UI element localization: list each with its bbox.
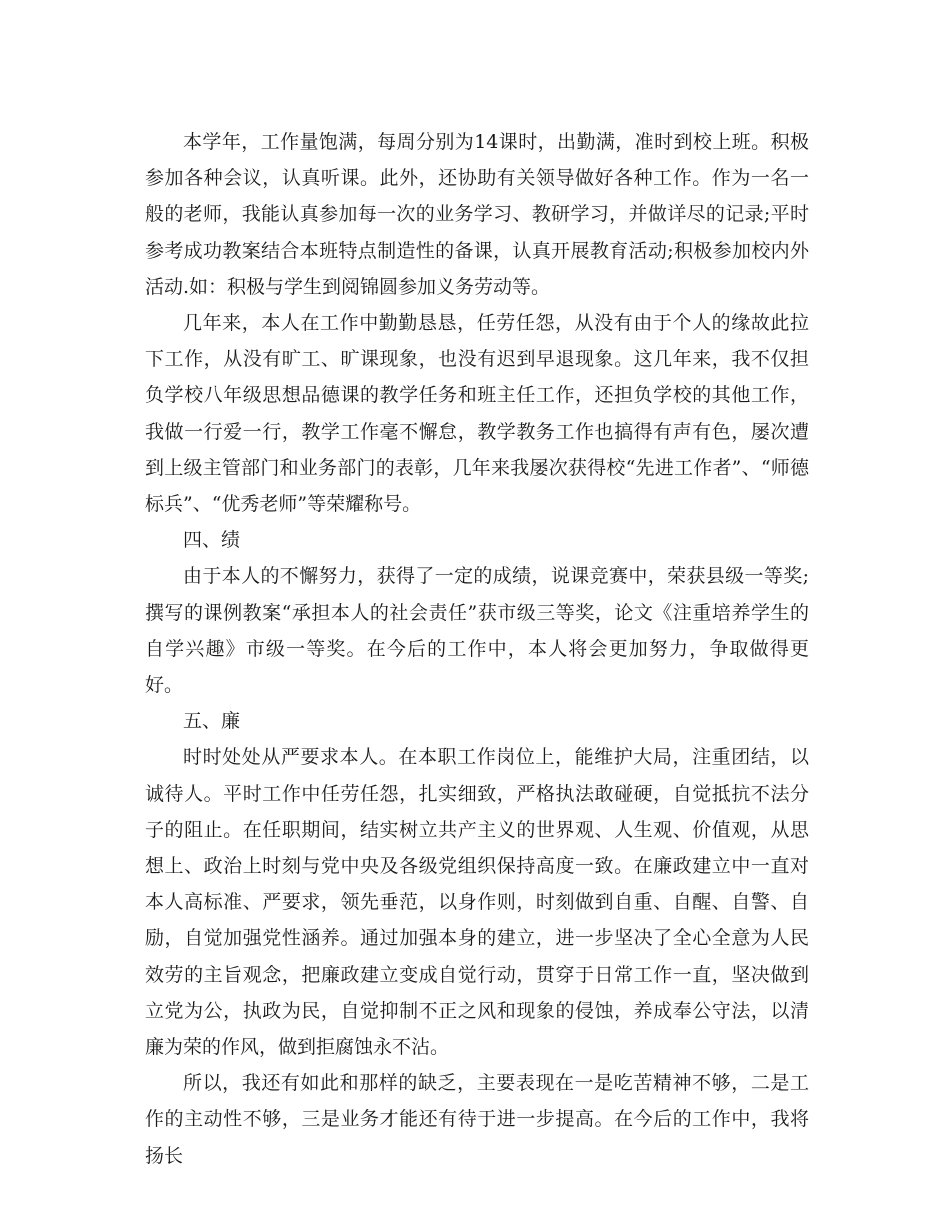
document-body (145, 124, 809, 1174)
paragraph-workload: 本学年，工作量饱满，每周分别为14课时，出勤满，准时到校上班。积极参加各种会议，认真听课。此外，还协助有关领导做好各种工作。作为一名一般的老师，我能认真参加每一次的业务学习、教研学习，并做详尽的记录;平时参考成功教案结合本班特点制造性的备课，认真开展教育活动;积极参加校内外活动.如：积极与学生到阅锦圆参加义务劳动等。 (145, 131, 809, 298)
paragraph-achievements: 由于本人的不懈努力，获得了一定的成绩，说课竞赛中，荣获县级一等奖;撰写的课例教案“承担本人的社会责任”获市级三等奖，论文《注重培养学生的自学兴趣》市级一等奖。在今后的工作中，本人将会更加努力，争取做得更好。 (145, 565, 809, 697)
section-heading-achievements: 四、绩 (183, 529, 241, 552)
section-heading-integrity: 五、廉 (183, 710, 241, 733)
paragraph-shortcomings: 所以，我还有如此和那样的缺乏，主要表现在一是吃苦精神不够，二是工作的主动性不够，三是业务才能还有待于进一步提高。在今后的工作中，我将扬长 (145, 1072, 809, 1167)
paragraph-diligence: 几年来，本人在工作中勤勤恳恳，任劳任怨，从没有由于个人的缘故此拉下工作，从没有旷工、旷课现象，也没有迟到早退现象。这几年来，我不仅担负学校八年级思想品德课的教学任务和班主任工作，还担负学校的其他工作，我做一行爱一行，教学工作毫不懈怠，教学教务工作也搞得有声有色，屡次遭到上级主管部门和业务部门的表彰，几年来我屡次获得校“先进工作者”、“师德标兵”、“优秀老师”等荣耀称号。 (145, 312, 809, 516)
paragraph-integrity: 时时处处从严要求本人。在本职工作岗位上，能维护大局，注重团结，以诚待人。平时工作中任劳任怨，扎实细致，严格执法敢碰硬，自觉抵抗不法分子的阻止。在任职期间，结实树立共产主义的世界观、人生观、价值观，从思想上、政治上时刻与党中央及各级党组织保持高度一致。在廉政建立中一直对本人高标准、严要求，领先垂范，以身作则，时刻做到自重、自醒、自警、自励，自觉加强党性涵养。通过加强本身的建立，进一步坚决了全心全意为人民效劳的主旨观念，把廉政建立变成自觉行动，贯穿于日常工作一直，坚决做到立党为公，执政为民，自觉抑制不正之风和现象的侵蚀，养成奉公守法，以清廉为荣的作风，做到拒腐蚀永不沾。 (145, 746, 809, 1059)
